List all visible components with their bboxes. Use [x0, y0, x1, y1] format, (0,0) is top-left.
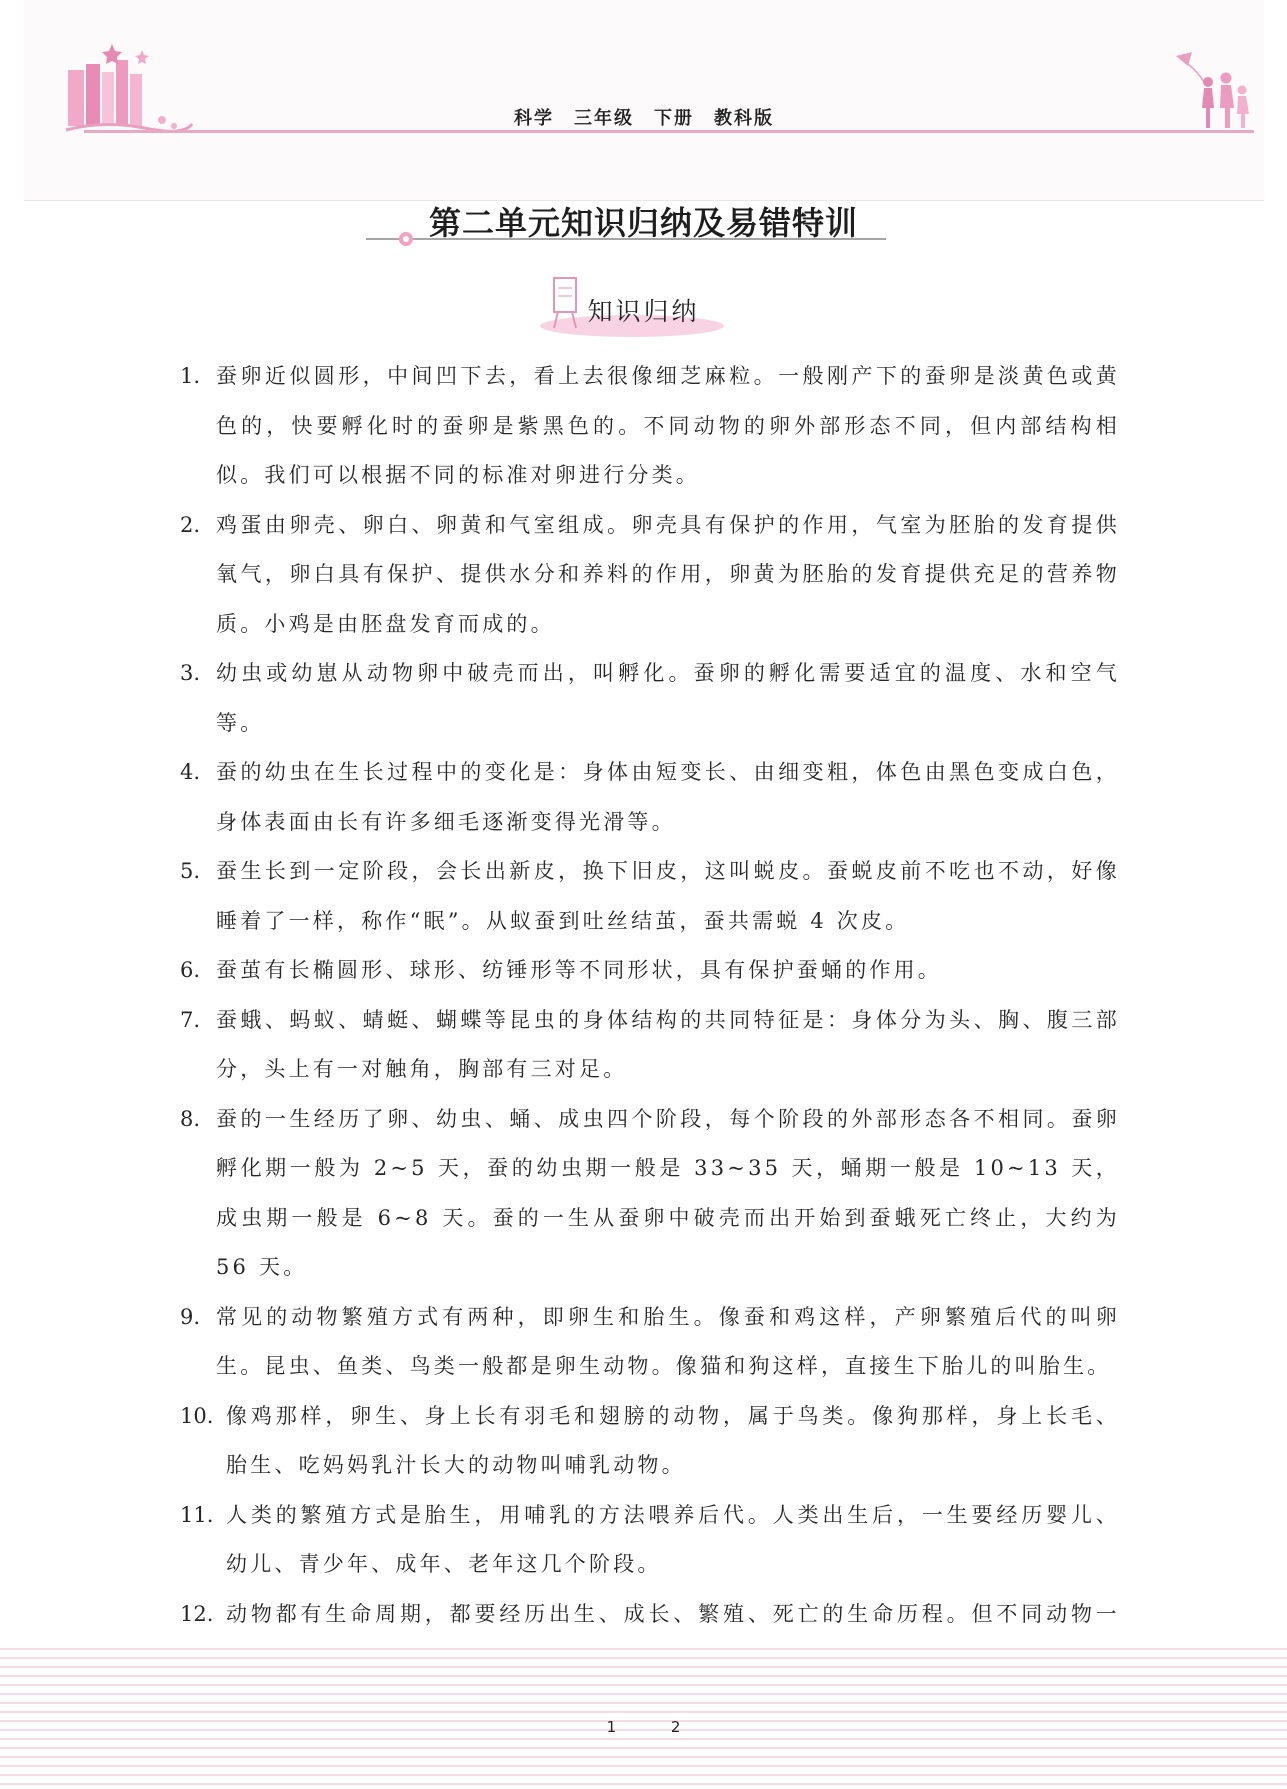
- item-text: 蚕卵近似圆形，中间凹下去，看上去很像细芝麻粒。一般刚产下的蚕卵是淡黄色或黄色的，快要孵化时的蚕卵是紫黑色的。不同动物的卵外部形态不同，但内部结构相似。我们可以根据不同的标准对卵进行分类。: [216, 364, 1120, 487]
- knowledge-list: [180, 352, 1120, 1689]
- item-number: 8.: [180, 1106, 201, 1131]
- page-number: 1 2: [606, 1718, 681, 1736]
- item-text: 常见的动物繁殖方式有两种，即卵生和胎生。像蚕和鸡这样，产卵繁殖后代的叫卵生。昆虫、鱼类、鸟类一般都是卵生动物。像猫和狗这样，直接生下胎儿的叫胎生。: [216, 1304, 1120, 1378]
- item-number: 7.: [180, 1007, 201, 1032]
- knowledge-item: [180, 1293, 1120, 1392]
- item-text: 人类的繁殖方式是胎生，用哺乳的方法喂养后代。人类出生后，一生要经历婴儿、幼儿、青少年、成年、老年这几个阶段。: [226, 1502, 1120, 1576]
- header-divider: [84, 130, 1254, 133]
- item-text: 鸡蛋由卵壳、卵白、卵黄和气室组成。卵壳具有保护的作用，气室为胚胎的发育提供氧气，卵白具有保护、提供水分和养料的作用，卵黄为胚胎的发育提供充足的营养物质。小鸡是由胚盘发育而成的。: [216, 512, 1120, 636]
- header-grade: 三年级: [574, 108, 634, 129]
- item-number: 9.: [180, 1304, 201, 1329]
- books-logo-icon: [64, 40, 194, 150]
- item-number: 6.: [180, 958, 201, 982]
- item-text: 蚕的一生经历了卵、幼虫、蛹、成虫四个阶段，每个阶段的外部形态各不相同。蚕卵孵化期一般为 2~5 天，蚕的幼虫期一般是 33~35 天，蛹期一般是 10~13 天，成虫期一般是 6~8 天。蚕的一生从蚕卵中破壳而出开始到蚕蛾死亡终止，大约为 56 天。: [216, 1106, 1120, 1279]
- children-kite-icon: [1174, 52, 1254, 130]
- knowledge-item: [180, 1095, 1120, 1293]
- title-underline: [366, 232, 886, 252]
- item-text: 像鸡那样，卵生、身上长有羽毛和翅膀的动物，属于鸟类。像狗那样，身上长毛、胎生、吃妈妈乳汁长大的动物叫哺乳动物。: [226, 1403, 1120, 1477]
- item-number: 5.: [180, 859, 201, 883]
- item-number: 11.: [180, 1502, 214, 1527]
- item-text: 蚕生长到一定阶段，会长出新皮，换下旧皮，这叫蜕皮。蚕蜕皮前不吃也不动，好像睡着了一样，称作“眠”。从蚁蚕到吐丝结茧，蚕共需蜕 4 次皮。: [216, 859, 1120, 933]
- item-text: 蚕蛾、蚂蚁、蜻蜓、蝴蝶等昆虫的身体结构的共同特征是：身体分为头、胸、腹三部分，头上有一对触角，胸部有三对足。: [216, 1007, 1120, 1081]
- knowledge-item: [180, 748, 1120, 847]
- item-number: 10.: [180, 1403, 214, 1428]
- knowledge-item: [180, 1491, 1120, 1590]
- header-title: [24, 104, 1264, 130]
- item-number: 4.: [180, 760, 201, 784]
- knowledge-item: [180, 501, 1120, 650]
- item-text: 幼虫或幼崽从动物卵中破壳而出，叫孵化。蚕卵的孵化需要适宜的温度、水和空气等。: [216, 661, 1120, 735]
- item-number: 3.: [180, 661, 201, 685]
- knowledge-item: [180, 352, 1120, 501]
- knowledge-item: [180, 946, 1120, 996]
- item-text: 蚕的幼虫在生长过程中的变化是：身体由短变长、由细变粗，体色由黑色变成白色，身体表面由长有许多细毛逐渐变得光滑等。: [216, 760, 1120, 834]
- item-number: 1.: [180, 364, 201, 388]
- knowledge-item: [180, 649, 1120, 748]
- page-title: 第二单元知识归纳及易错特训: [428, 204, 858, 242]
- item-number: 2.: [180, 512, 201, 537]
- header-edition: 教科版: [714, 108, 774, 129]
- item-text: 动物都有生命周期，都要经历出生、成长、繁殖、死亡的生命历程。但不同动物一: [226, 1601, 1120, 1626]
- item-text: 蚕茧有长椭圆形、球形、纺锤形等不同形状，具有保护蚕蛹的作用。: [216, 958, 942, 982]
- knowledge-item: [180, 1392, 1120, 1491]
- item-number: 12.: [180, 1601, 214, 1626]
- knowledge-item: [180, 996, 1120, 1095]
- page-header: [24, 0, 1264, 201]
- header-volume: 下册: [654, 108, 694, 129]
- knowledge-item: [180, 847, 1120, 946]
- header-subject: 科学: [514, 108, 554, 129]
- section-heading: 知识归纳: [587, 297, 700, 326]
